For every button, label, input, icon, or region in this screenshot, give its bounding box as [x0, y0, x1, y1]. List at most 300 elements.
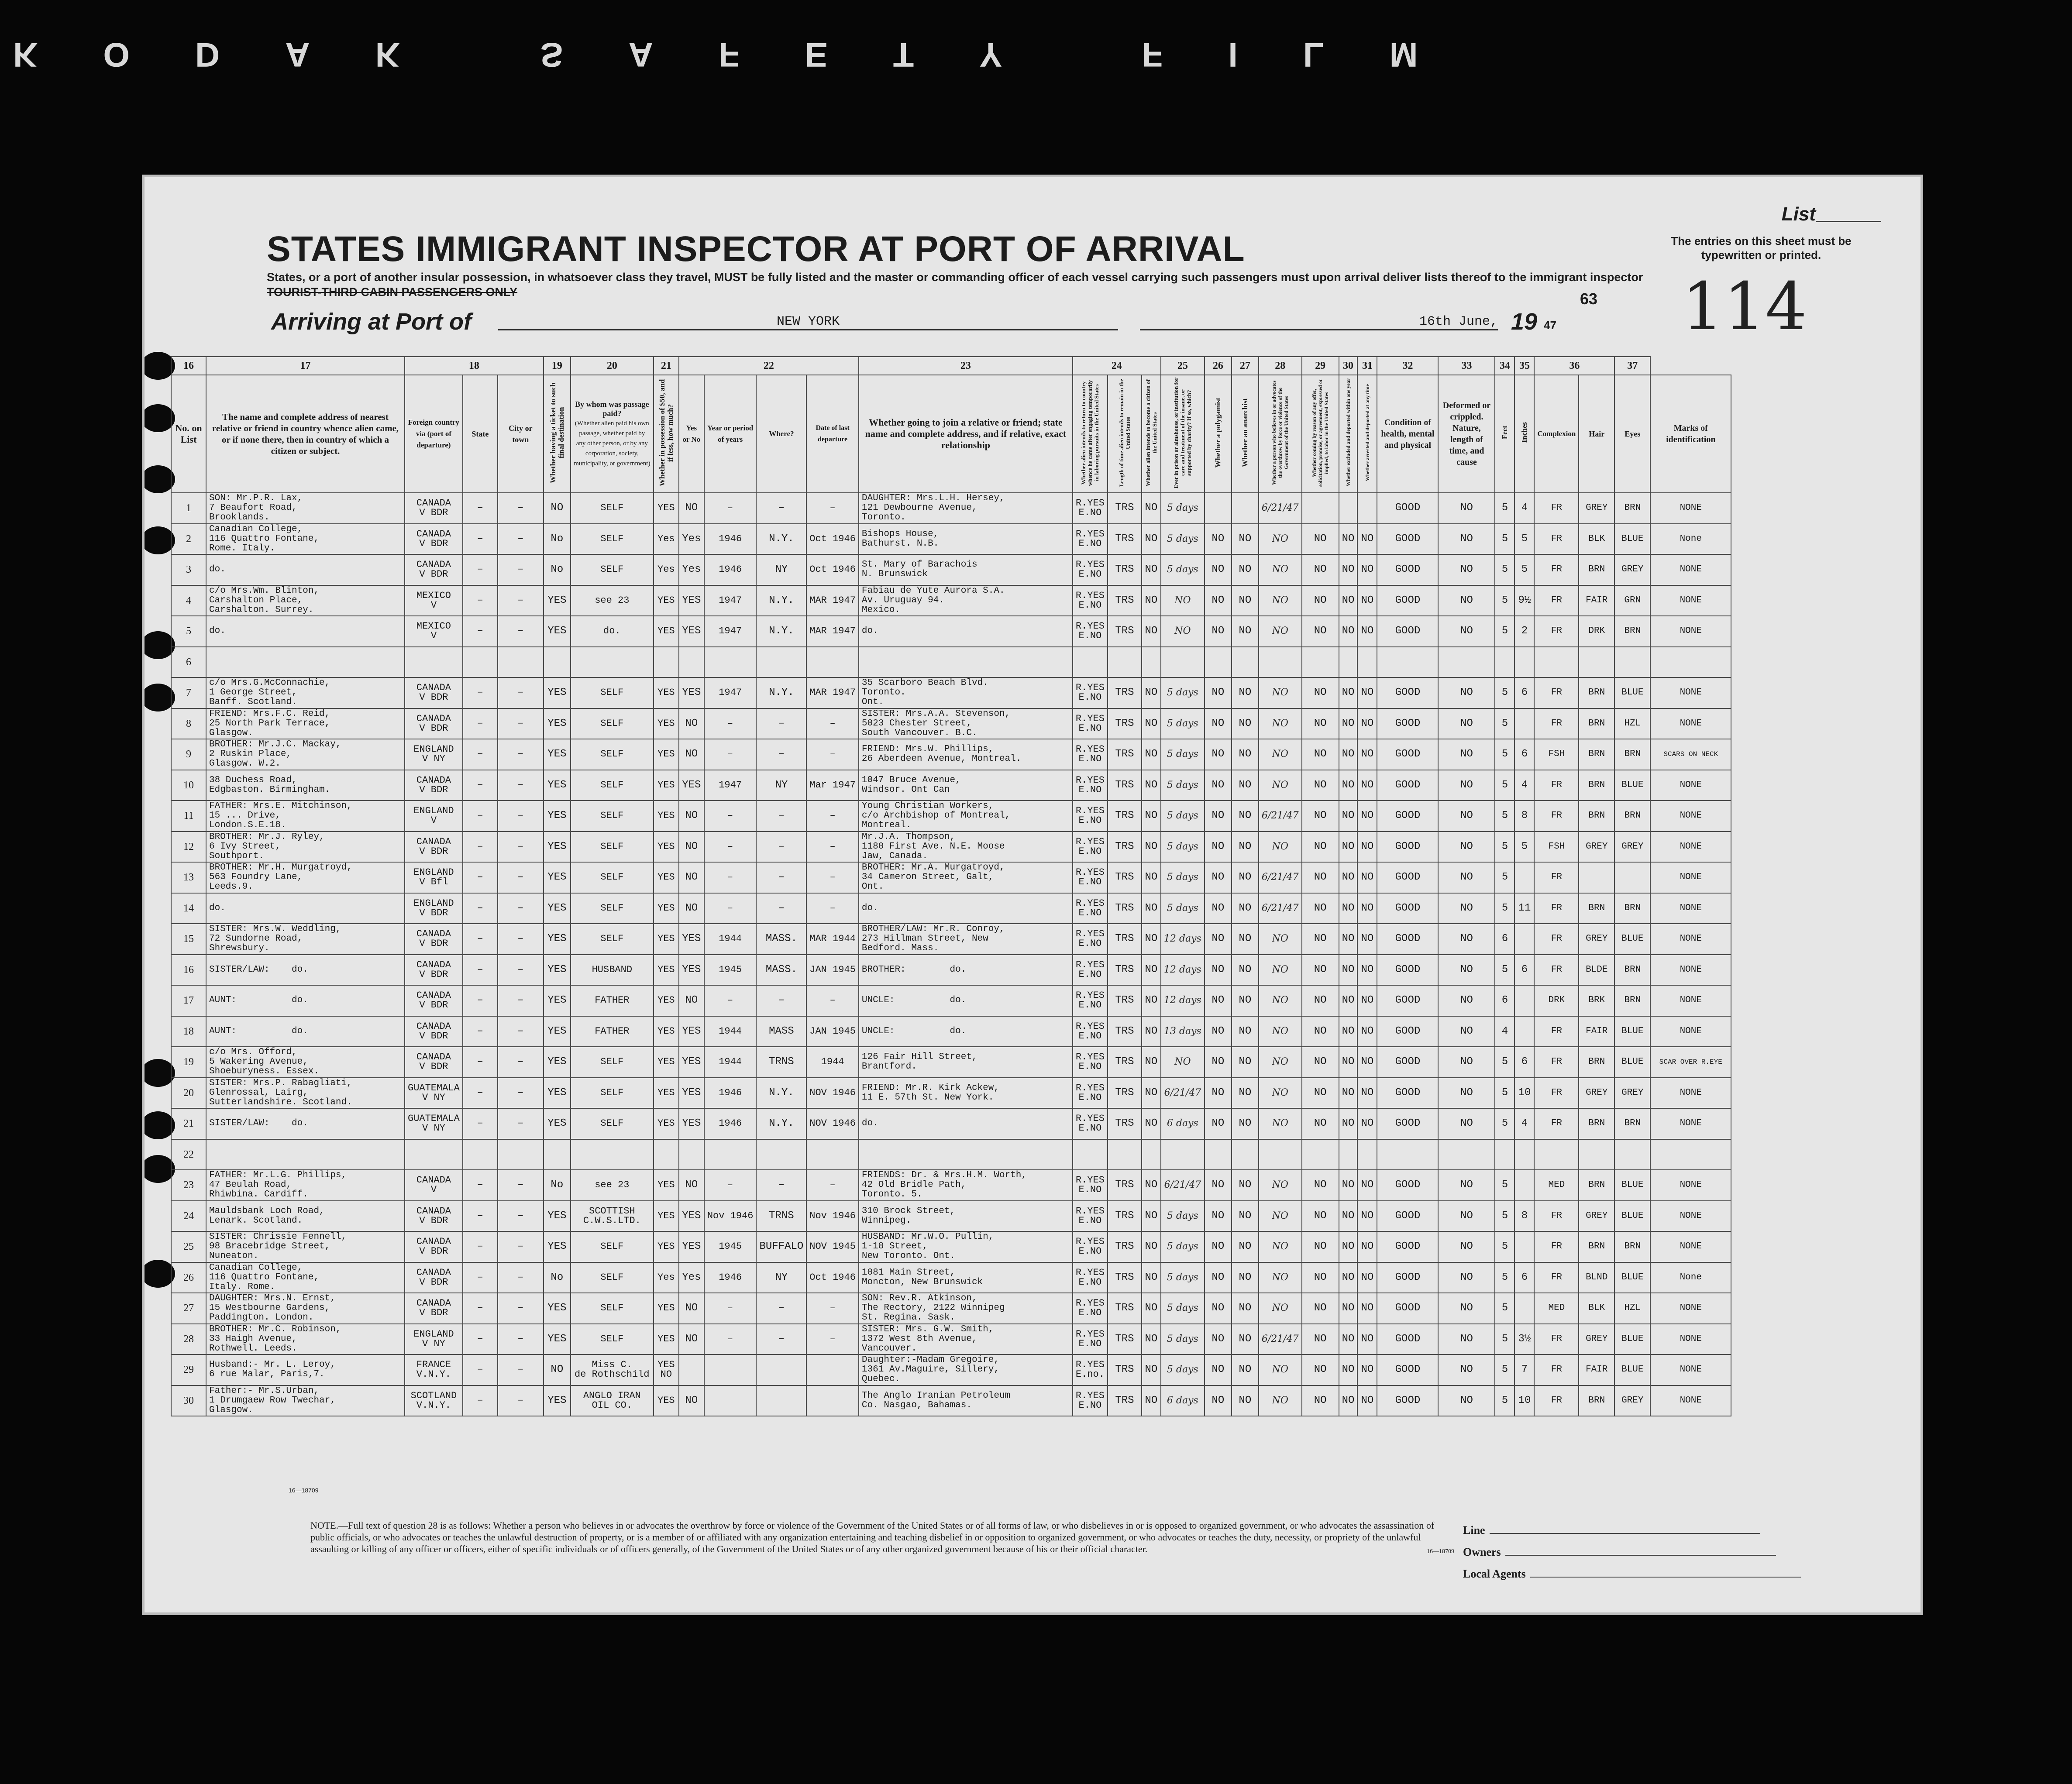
cell-purpose: R.YES E.NO — [1073, 1324, 1108, 1355]
cell-anarchist: NO — [1232, 1078, 1259, 1109]
cell-city: – — [498, 1016, 544, 1047]
cell-row-number: 6 — [171, 647, 206, 678]
cell-state: – — [463, 985, 498, 1016]
cell-joining-relative: DAUGHTER: Mrs.L.H. Hersey, 121 Dewbourne Avenue, Toronto. — [859, 493, 1073, 524]
cell-row-number: 21 — [171, 1108, 206, 1139]
cell-excluded: NO — [1339, 1078, 1358, 1109]
colnum: 35 — [1514, 357, 1534, 375]
cell-offer-of-labor: NO — [1302, 708, 1339, 739]
cell-relative-address: 38 Duchess Road, Edgbaston. Birmingham. — [206, 770, 405, 801]
cell-relative-address: BROTHER: Mr.H. Murgatroyd, 563 Foundry Lane, Leeds.9. — [206, 862, 405, 893]
cell-health: GOOD — [1377, 1047, 1438, 1078]
cell-offer-of-labor — [1302, 647, 1339, 678]
cell-overthrow: NO — [1259, 924, 1302, 955]
cell-height-inches: 8 — [1514, 1201, 1534, 1232]
cell-health: GOOD — [1377, 1108, 1438, 1139]
cell-prison-or-charity: 12 days — [1161, 924, 1205, 955]
cell-ticket — [544, 1139, 571, 1170]
cell-complexion: FR — [1534, 677, 1579, 708]
cell-been-before: YES — [679, 1108, 704, 1139]
cell-been-before: YES — [679, 1047, 704, 1078]
cell-passage-paid-by: SELF — [571, 1293, 654, 1324]
cell-relative-address: BROTHER: Mr.C. Robinson, 33 Haigh Avenue, Rothwell. Leeds. — [206, 1324, 405, 1355]
binder-hole — [142, 1260, 175, 1288]
cell-citizen-intent: NO — [1142, 524, 1161, 555]
cell-height-inches — [1514, 1139, 1534, 1170]
cell-been-before: NO — [679, 801, 704, 832]
cell-excluded — [1339, 647, 1358, 678]
cell-height-inches: 5 — [1514, 524, 1534, 555]
table-row — [171, 832, 1731, 863]
cell-hair-color: BRN — [1579, 1231, 1614, 1262]
cell-date-departure — [806, 1139, 859, 1170]
cell-relative-address: BROTHER: Mr.J.C. Mackay, 2 Ruskin Place, Glasgow. W.2. — [206, 739, 405, 770]
colnum: 25 — [1161, 357, 1205, 375]
film-edge-label: KODAK SAFETY FILM — [13, 36, 1483, 74]
cell-height-feet: 5 — [1495, 1047, 1514, 1078]
header-state: State — [463, 375, 498, 493]
cell-polygamist: NO — [1205, 893, 1232, 924]
binder-hole — [142, 684, 175, 712]
cell-purpose: R.YES E.NO — [1073, 1016, 1108, 1047]
cell-complexion: FR — [1534, 770, 1579, 801]
cell-identification-marks: NONE — [1650, 832, 1731, 863]
cell-anarchist: NO — [1232, 770, 1259, 801]
cell-height-inches: 9½ — [1514, 585, 1534, 616]
cell-height-inches — [1514, 1293, 1534, 1324]
table-row — [171, 1170, 1731, 1201]
cell-length-of-stay — [1108, 1139, 1142, 1170]
cell-height-feet: 5 — [1495, 554, 1514, 585]
cell-identification-marks: SCARS ON NECK — [1650, 739, 1731, 770]
cell-health: GOOD — [1377, 1201, 1438, 1232]
cell-offer-of-labor: NO — [1302, 1201, 1339, 1232]
cell-height-inches — [1514, 924, 1534, 955]
cell-anarchist: NO — [1232, 985, 1259, 1016]
cell-passage-paid-by: ANGLO IRAN OIL CO. — [571, 1385, 654, 1416]
cell-eye-color: BLUE — [1614, 677, 1650, 708]
cell-row-number: 11 — [171, 801, 206, 832]
cell-joining-relative: The Anglo Iranian Petroleum Co. Nasgao, Bahamas. — [859, 1385, 1073, 1416]
question-28-note — [310, 1519, 1454, 1555]
table-row — [171, 616, 1731, 647]
cell-height-feet: 6 — [1495, 924, 1514, 955]
cell-height-feet: 4 — [1495, 1016, 1514, 1047]
cell-state — [463, 1139, 498, 1170]
binder-hole — [142, 465, 175, 493]
cell-money: YES — [654, 862, 679, 893]
cell-height-inches: 7 — [1514, 1354, 1534, 1385]
header-hair: Hair — [1579, 375, 1614, 493]
header-inches: Inches — [1514, 375, 1534, 493]
cell-offer-of-labor: NO — [1302, 677, 1339, 708]
cell-ticket: YES — [544, 1385, 571, 1416]
cell-row-number: 7 — [171, 677, 206, 708]
handwritten-sheet-number: 114 — [1682, 269, 1807, 345]
cell-eye-color: BRN — [1614, 893, 1650, 924]
cell-anarchist: NO — [1232, 1354, 1259, 1385]
cell-date-departure: – — [806, 862, 859, 893]
cell-passage-paid-by: HUSBAND — [571, 955, 654, 986]
manifest-sheet — [142, 175, 1923, 1615]
cell-deported: NO — [1357, 524, 1377, 555]
cell-height-feet: 5 — [1495, 1262, 1514, 1293]
header-where: Where? — [756, 375, 806, 493]
cell-row-number: 25 — [171, 1231, 206, 1262]
cell-length-of-stay: TRS — [1108, 801, 1142, 832]
header-row — [171, 375, 1731, 493]
cell-where: – — [756, 801, 806, 832]
cell-row-number: 10 — [171, 770, 206, 801]
cell-where: NY — [756, 770, 806, 801]
cell-identification-marks: NONE — [1650, 554, 1731, 585]
colnum: 32 — [1377, 357, 1438, 375]
cell-purpose: R.YES E.NO — [1073, 708, 1108, 739]
cell-eye-color: BLUE — [1614, 770, 1650, 801]
cell-identification-marks: NONE — [1650, 677, 1731, 708]
cell-length-of-stay: TRS — [1108, 1170, 1142, 1201]
table-row — [171, 985, 1731, 1016]
cell-row-number: 8 — [171, 708, 206, 739]
cell-foreign-country: ENGLAND V NY — [405, 1324, 463, 1355]
cell-where: – — [756, 1293, 806, 1324]
colnum: 22 — [679, 357, 859, 375]
cell-height-inches: 6 — [1514, 955, 1534, 986]
colnum: 27 — [1232, 357, 1259, 375]
cell-joining-relative: 1081 Main Street, Moncton, New Brunswick — [859, 1262, 1073, 1293]
cell-joining-relative: UNCLE: do. — [859, 985, 1073, 1016]
cell-eye-color: BRN — [1614, 801, 1650, 832]
cell-excluded: NO — [1339, 955, 1358, 986]
cell-purpose: R.YES E.NO — [1073, 1293, 1108, 1324]
cell-row-number: 4 — [171, 585, 206, 616]
cell-polygamist — [1205, 647, 1232, 678]
cell-row-number: 16 — [171, 955, 206, 986]
cell-citizen-intent: NO — [1142, 1201, 1161, 1232]
cell-deported — [1357, 647, 1377, 678]
cell-state: – — [463, 585, 498, 616]
cell-complexion: FR — [1534, 616, 1579, 647]
cell-polygamist: NO — [1205, 1078, 1232, 1109]
cell-deported: NO — [1357, 1324, 1377, 1355]
cell-where: – — [756, 739, 806, 770]
table-row — [171, 554, 1731, 585]
cell-money: YES — [654, 985, 679, 1016]
cell-polygamist — [1205, 493, 1232, 524]
cell-eye-color: BRN — [1614, 739, 1650, 770]
cell-offer-of-labor: NO — [1302, 770, 1339, 801]
cell-overthrow: NO — [1259, 832, 1302, 863]
cell-citizen-intent: NO — [1142, 985, 1161, 1016]
cell-complexion — [1534, 1139, 1579, 1170]
cell-prison-or-charity: 5 days — [1161, 677, 1205, 708]
cell-anarchist: NO — [1232, 739, 1259, 770]
cell-state: – — [463, 493, 498, 524]
cell-money: YES NO — [654, 1354, 679, 1385]
cell-excluded: NO — [1339, 893, 1358, 924]
header-prison: Ever in prison or almshouse, or institution for care and treatment of the insane, or supported by charity? If so, which? — [1161, 375, 1205, 493]
cell-joining-relative: do. — [859, 1108, 1073, 1139]
cell-ticket: YES — [544, 739, 571, 770]
cell-length-of-stay: TRS — [1108, 1047, 1142, 1078]
cell-ticket: YES — [544, 893, 571, 924]
cell-state: – — [463, 524, 498, 555]
cell-passage-paid-by: SELF — [571, 554, 654, 585]
cell-where: NY — [756, 1262, 806, 1293]
footer-line-field — [1463, 1524, 1760, 1537]
cell-excluded: NO — [1339, 1385, 1358, 1416]
cell-date-departure: – — [806, 493, 859, 524]
cell-deported: NO — [1357, 770, 1377, 801]
cell-foreign-country: CANADA V — [405, 1170, 463, 1201]
cell-year-period: 1946 — [704, 524, 757, 555]
cell-deported — [1357, 1139, 1377, 1170]
cell-year-period: – — [704, 893, 757, 924]
binder-hole — [142, 526, 175, 554]
cell-deported: NO — [1357, 1354, 1377, 1385]
cell-money: YES — [654, 1078, 679, 1109]
cell-height-feet: 5 — [1495, 801, 1514, 832]
cell-offer-of-labor: NO — [1302, 585, 1339, 616]
cell-height-feet: 5 — [1495, 1385, 1514, 1416]
cell-excluded: NO — [1339, 1354, 1358, 1385]
cell-where: NY — [756, 554, 806, 585]
cell-year-period: 1944 — [704, 924, 757, 955]
table-row — [171, 524, 1731, 555]
cell-money: YES — [654, 1170, 679, 1201]
cell-hair-color: DRK — [1579, 616, 1614, 647]
cell-state: – — [463, 1016, 498, 1047]
cell-length-of-stay: TRS — [1108, 616, 1142, 647]
cell-where: MASS. — [756, 924, 806, 955]
cell-where: – — [756, 862, 806, 893]
cell-eye-color: BLUE — [1614, 1016, 1650, 1047]
cell-excluded: NO — [1339, 677, 1358, 708]
cell-ticket: YES — [544, 801, 571, 832]
cell-where: MASS. — [756, 955, 806, 986]
cell-deported: NO — [1357, 739, 1377, 770]
cell-deformed: NO — [1438, 1201, 1495, 1232]
cell-purpose: R.YES E.NO — [1073, 677, 1108, 708]
cell-row-number: 2 — [171, 524, 206, 555]
cell-deformed: NO — [1438, 1385, 1495, 1416]
cell-length-of-stay: TRS — [1108, 585, 1142, 616]
cell-passage-paid-by: see 23 — [571, 1170, 654, 1201]
cell-offer-of-labor: NO — [1302, 739, 1339, 770]
cell-polygamist: NO — [1205, 1047, 1232, 1078]
cell-health: GOOD — [1377, 1293, 1438, 1324]
cell-city: – — [498, 1262, 544, 1293]
cell-state: – — [463, 677, 498, 708]
cell-height-inches: 6 — [1514, 677, 1534, 708]
cell-height-inches — [1514, 1016, 1534, 1047]
cell-offer-of-labor: NO — [1302, 955, 1339, 986]
colnum: 20 — [571, 357, 654, 375]
cell-year-period — [704, 1385, 757, 1416]
cell-length-of-stay: TRS — [1108, 832, 1142, 863]
cell-polygamist: NO — [1205, 770, 1232, 801]
cell-foreign-country — [405, 1139, 463, 1170]
cell-identification-marks: SCAR OVER R.EYE — [1650, 1047, 1731, 1078]
cell-been-before: NO — [679, 1324, 704, 1355]
cell-year-period: – — [704, 739, 757, 770]
cell-prison-or-charity: NO — [1161, 585, 1205, 616]
cell-offer-of-labor: NO — [1302, 554, 1339, 585]
cell-deformed: NO — [1438, 616, 1495, 647]
cell-hair-color: FAIR — [1579, 585, 1614, 616]
cell-hair-color: BLDE — [1579, 955, 1614, 986]
cell-state: – — [463, 770, 498, 801]
cell-length-of-stay: TRS — [1108, 1293, 1142, 1324]
header-health: Condition of health, mental and physical — [1377, 375, 1438, 493]
list-label: List — [1781, 203, 1816, 225]
cell-where: N.Y. — [756, 1108, 806, 1139]
cell-health: GOOD — [1377, 677, 1438, 708]
cell-deformed: NO — [1438, 1354, 1495, 1385]
cell-foreign-country: CANADA V BDR — [405, 1047, 463, 1078]
cell-complexion: FR — [1534, 1078, 1579, 1109]
cell-joining-relative: St. Mary of Barachois N. Brunswick — [859, 554, 1073, 585]
cell-prison-or-charity: 6/21/47 — [1161, 1078, 1205, 1109]
cell-excluded: NO — [1339, 1170, 1358, 1201]
cell-height-feet — [1495, 1139, 1514, 1170]
cell-row-number: 24 — [171, 1201, 206, 1232]
cell-deformed: NO — [1438, 493, 1495, 524]
cell-year-period: – — [704, 1293, 757, 1324]
cell-excluded: NO — [1339, 862, 1358, 893]
cell-money: YES — [654, 677, 679, 708]
header-eyes: Eyes — [1614, 375, 1650, 493]
cell-eye-color: GREY — [1614, 1078, 1650, 1109]
cell-health: GOOD — [1377, 1078, 1438, 1109]
cell-state: – — [463, 1201, 498, 1232]
cell-offer-of-labor: NO — [1302, 616, 1339, 647]
cell-passage-paid-by: SELF — [571, 739, 654, 770]
cell-deformed: NO — [1438, 1231, 1495, 1262]
note-form-code: 16—18709 — [1427, 1548, 1454, 1555]
cell-eye-color: BRN — [1614, 493, 1650, 524]
cell-purpose: R.YES E.NO — [1073, 893, 1108, 924]
cell-deformed: NO — [1438, 770, 1495, 801]
cell-overthrow: NO — [1259, 1170, 1302, 1201]
cell-purpose: R.YES E.NO — [1073, 955, 1108, 986]
cell-deformed — [1438, 1139, 1495, 1170]
cell-prison-or-charity: 5 days — [1161, 893, 1205, 924]
cell-date-departure: – — [806, 708, 859, 739]
cell-anarchist: NO — [1232, 862, 1259, 893]
cell-hair-color: BRN — [1579, 1108, 1614, 1139]
cell-deported: NO — [1357, 801, 1377, 832]
cell-passage-paid-by: SELF — [571, 1324, 654, 1355]
cell-height-inches: 5 — [1514, 554, 1534, 585]
cell-identification-marks: NONE — [1650, 616, 1731, 647]
cell-joining-relative: FRIEND: Mr.R. Kirk Ackew, 11 E. 57th St. New York. — [859, 1078, 1073, 1109]
cell-prison-or-charity: 5 days — [1161, 1324, 1205, 1355]
cell-eye-color: GREY — [1614, 832, 1650, 863]
cell-foreign-country: CANADA V BDR — [405, 1293, 463, 1324]
cell-deported: NO — [1357, 924, 1377, 955]
cell-purpose: R.YES E.NO — [1073, 1170, 1108, 1201]
cell-deported: NO — [1357, 554, 1377, 585]
cell-deformed: NO — [1438, 1047, 1495, 1078]
header-yes-no: Yes or No — [679, 375, 704, 493]
cell-deformed: NO — [1438, 924, 1495, 955]
cell-eye-color: BRN — [1614, 1231, 1650, 1262]
cell-money: YES — [654, 924, 679, 955]
cell-height-feet: 5 — [1495, 1078, 1514, 1109]
cell-foreign-country: CANADA V BDR — [405, 832, 463, 863]
cell-city: – — [498, 1293, 544, 1324]
cell-money: YES — [654, 1231, 679, 1262]
cell-height-inches — [1514, 1170, 1534, 1201]
colnum: 33 — [1438, 357, 1495, 375]
cell-been-before — [679, 1139, 704, 1170]
cell-relative-address: do. — [206, 616, 405, 647]
cell-offer-of-labor: NO — [1302, 524, 1339, 555]
cell-been-before: Yes — [679, 1262, 704, 1293]
cell-height-inches — [1514, 985, 1534, 1016]
cell-height-inches: 4 — [1514, 770, 1534, 801]
cell-length-of-stay: TRS — [1108, 985, 1142, 1016]
cell-length-of-stay: TRS — [1108, 1078, 1142, 1109]
cell-state: – — [463, 1324, 498, 1355]
binder-hole — [142, 1059, 175, 1087]
cell-relative-address: BROTHER: Mr.J. Ryley, 6 Ivy Street, Southport. — [206, 832, 405, 863]
cell-height-feet: 5 — [1495, 524, 1514, 555]
cell-polygamist: NO — [1205, 955, 1232, 986]
cell-overthrow: 6/21/47 — [1259, 801, 1302, 832]
cell-foreign-country: ENGLAND V Bfl — [405, 862, 463, 893]
cell-citizen-intent: NO — [1142, 832, 1161, 863]
cell-been-before: NO — [679, 985, 704, 1016]
header-foreign-country: Foreign country via (port of departure) — [405, 375, 463, 493]
cell-height-feet: 5 — [1495, 739, 1514, 770]
cell-polygamist: NO — [1205, 1108, 1232, 1139]
table-row — [171, 1324, 1731, 1355]
cell-year-period — [704, 647, 757, 678]
cell-health: GOOD — [1377, 1170, 1438, 1201]
cell-state: – — [463, 801, 498, 832]
cell-height-inches: 5 — [1514, 832, 1534, 863]
cell-hair-color: BRN — [1579, 708, 1614, 739]
cell-purpose: R.YES E.NO — [1073, 585, 1108, 616]
header-anarchist: Whether an anarchist — [1232, 375, 1259, 493]
cell-where: – — [756, 893, 806, 924]
cell-city: – — [498, 955, 544, 986]
cell-citizen-intent: NO — [1142, 493, 1161, 524]
column-number-row — [171, 357, 1731, 375]
cell-been-before: NO — [679, 739, 704, 770]
cell-passage-paid-by: SELF — [571, 1262, 654, 1293]
cell-hair-color: FAIR — [1579, 1354, 1614, 1385]
cell-overthrow: 6/21/47 — [1259, 1324, 1302, 1355]
cell-been-before: NO — [679, 832, 704, 863]
cell-citizen-intent: NO — [1142, 893, 1161, 924]
colnum: 18 — [405, 357, 544, 375]
cell-foreign-country: CANADA V BDR — [405, 677, 463, 708]
cell-polygamist: NO — [1205, 524, 1232, 555]
cell-excluded: NO — [1339, 1262, 1358, 1293]
cell-money: YES — [654, 1016, 679, 1047]
cell-length-of-stay: TRS — [1108, 1108, 1142, 1139]
cell-polygamist: NO — [1205, 985, 1232, 1016]
colnum: 17 — [206, 357, 405, 375]
table-row — [171, 1047, 1731, 1078]
cell-prison-or-charity: 5 days — [1161, 1231, 1205, 1262]
cell-deported: NO — [1357, 1108, 1377, 1139]
cell-date-departure — [806, 647, 859, 678]
cell-height-inches: 6 — [1514, 739, 1534, 770]
